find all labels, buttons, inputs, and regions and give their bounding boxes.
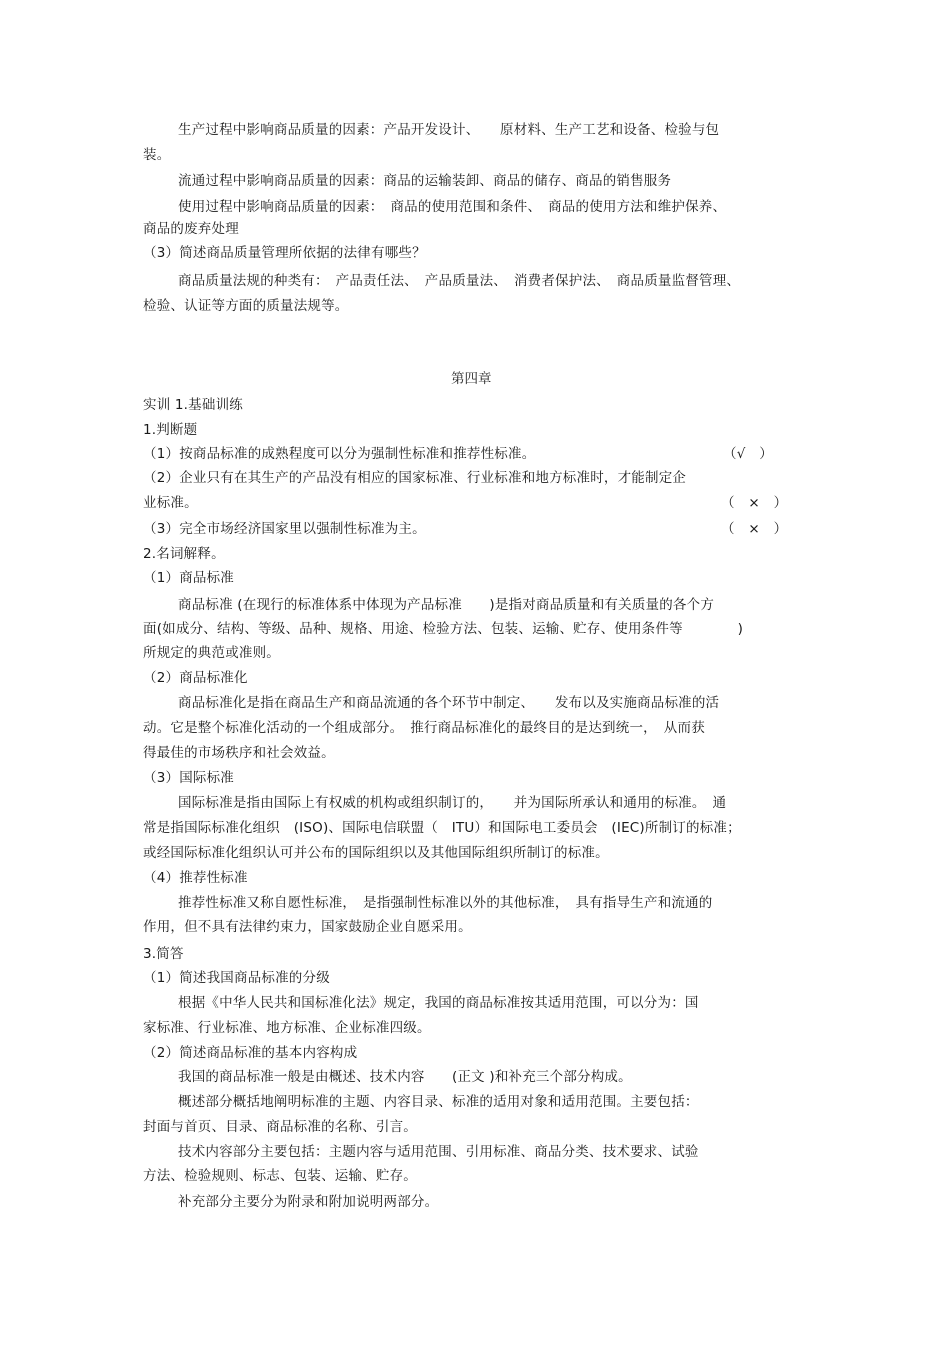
paragraph-line: 根据《中华人民共和国标准化法》规定，我国的商品标准按其适用范围，可以分为：国 [178,995,699,1011]
paragraph-line: 面(如成分、结构、等级、品种、规格、用途、检验方法、包装、运输、贮存、使用条件等 ) [143,621,744,637]
paragraph-line: 商品标准 (在现行的标准体系中体现为产品标准 )是指对商品质量和有关质量的各个方 [178,597,715,613]
judge-item-text: （3）完全市场经济国家里以强制性标准为主。 [143,521,426,537]
paragraph-line: 常是指国际标准化组织 (ISO)、国际电信联盟（ ITU）和国际电工委员会 (IEC)所制订的标准； [143,820,741,836]
paragraph-line: 所规定的典范或准则。 [143,645,280,661]
paragraph-line: 生产过程中影响商品质量的因素：产品开发设计、 原材料、生产工艺和设备、检验与包 [178,122,720,138]
paragraph-line: 补充部分主要分为附录和附加说明两部分。 [178,1194,439,1210]
question-heading: （3）简述商品质量管理所依据的法律有哪些？ [143,245,426,261]
paragraph-line: 商品的废弃处理 [143,221,239,237]
judge-heading: 1.判断题 [143,422,198,438]
paragraph-line: 使用过程中影响商品质量的因素： 商品的使用范围和条件、 商品的使用方法和维护保养、 [178,199,727,215]
judge-item [143,469,823,487]
judge-item-text: 业标准。 [143,495,198,511]
paragraph-line: 装。 [143,147,171,163]
paragraph-line: 或经国际标准化组织认可并公布的国际组织以及其他国际组织所制订的标准。 [143,845,609,861]
paragraph-line: 动。它是整个标准化活动的一个组成部分。 推行商品标准化的最终目的是达到统一， 从而获 [143,720,705,736]
paragraph-line: 家标准、行业标准、地方标准、企业标准四级。 [143,1020,431,1036]
judge-item [143,494,823,512]
term-heading: （3）国际标准 [143,770,234,786]
chapter-title: 第四章 [451,371,492,387]
term-heading: （1）商品标准 [143,570,234,586]
question-heading: （1）简述我国商品标准的分级 [143,970,330,986]
paragraph-line: 概述部分概括地阐明标准的主题、内容目录、标准的适用对象和适用范围。主要包括： [178,1094,699,1110]
paragraph-line: 我国的商品标准一般是由概述、技术内容 (正文 )和补充三个部分构成。 [178,1069,632,1085]
paragraph-line: 得最佳的市场秩序和社会效益。 [143,745,335,761]
judge-item-text: （2）企业只有在其生产的产品没有相应的国家标准、行业标准和地方标准时，才能制定企 [143,470,687,486]
paragraph-line: 流通过程中影响商品质量的因素：商品的运输装卸、商品的储存、商品的销售服务 [178,173,672,189]
term-heading: （2）商品标准化 [143,670,248,686]
judge-item-mark: （√ ） [723,446,773,462]
paragraph-line: 商品标准化是指在商品生产和商品流通的各个环节中制定、 发布以及实施商品标准的活 [178,695,720,711]
short-answer-heading: 3.简答 [143,946,184,962]
paragraph-line: 封面与首页、目录、商品标准的名称、引言。 [143,1119,417,1135]
term-heading: （4）推荐性标准 [143,870,248,886]
paragraph-line: 商品质量法规的种类有： 产品责任法、 产品质量法、 消费者保护法、 商品质量监督管理、 [178,273,741,289]
paragraph-line: 检验、认证等方面的质量法规等。 [143,298,349,314]
judge-item [143,445,823,463]
training-heading: 实训 1.基础训练 [143,397,243,413]
question-heading: （2）简述商品标准的基本内容构成 [143,1045,358,1061]
judge-item-mark: （ × ） [721,495,788,511]
judge-item-text: （1）按商品标准的成熟程度可以分为强制性标准和推荐性标准。 [143,446,536,462]
paragraph-line: 推荐性标准又称自愿性标准， 是指强制性标准以外的其他标准， 具有指导生产和流通的 [178,895,713,911]
paragraph-line: 技术内容部分主要包括：主题内容与适用范围、引用标准、商品分类、技术要求、试验 [178,1144,699,1160]
judge-item-mark: （ × ） [721,521,788,537]
paragraph-line: 作用，但不具有法律约束力，国家鼓励企业自愿采用。 [143,919,472,935]
judge-item [143,520,823,538]
terms-heading: 2.名词解释。 [143,546,225,562]
paragraph-line: 方法、检验规则、标志、包装、运输、贮存。 [143,1168,417,1184]
paragraph-line: 国际标准是指由国际上有权威的机构或组织制订的， 并为国际所承认和通用的标准。 通 [178,795,727,811]
